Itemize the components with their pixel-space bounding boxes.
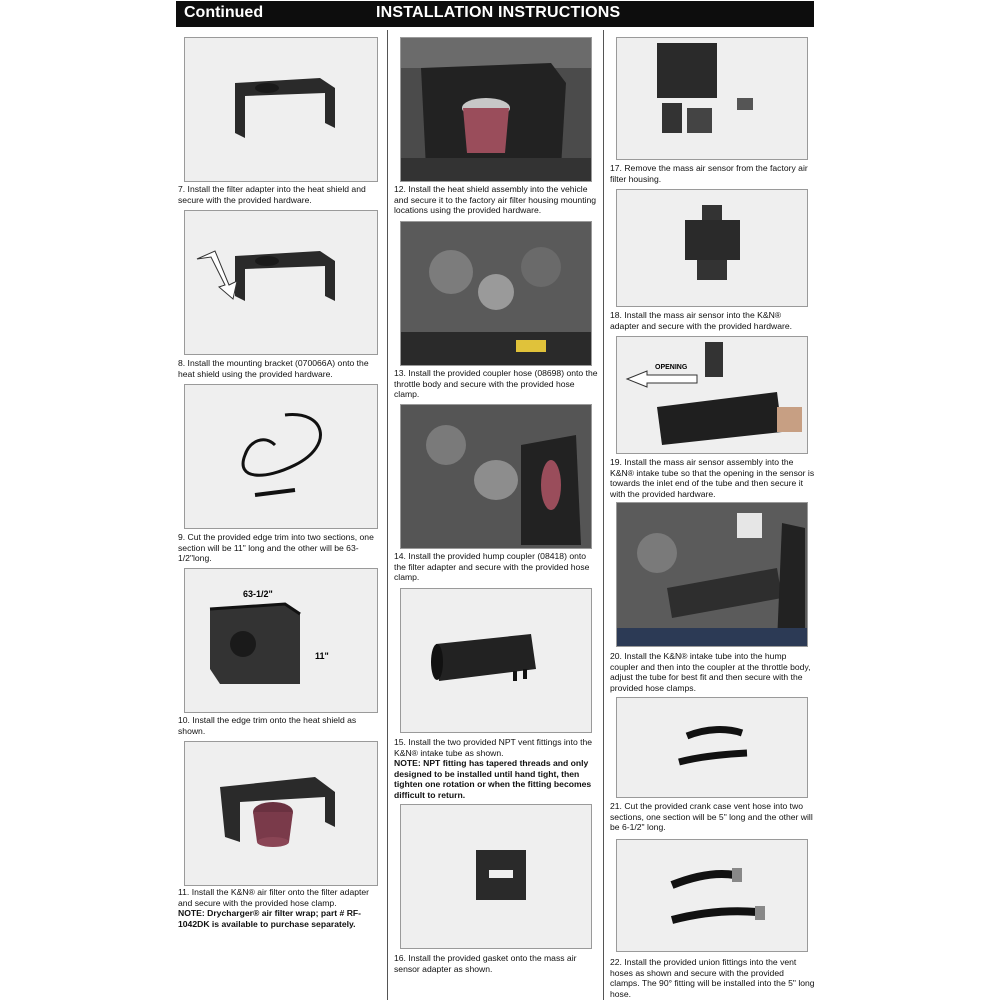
step-17-photo: [616, 37, 808, 160]
bracket-image: [185, 211, 377, 354]
step-15-text: 15. Install the two provided NPT vent fittings into the K&N® intake tube as shown.: [394, 737, 593, 758]
header-bar: [176, 1, 814, 27]
vent-hose-cut-image: [617, 698, 807, 797]
column-divider-1: [387, 30, 388, 1000]
step-22-caption: 22. Install the provided union fittings into the vent hoses as shown and secure with the provided clamps. The 90° fitting will be installed into the 5" long hose.: [610, 957, 815, 999]
step-19-photo: [616, 336, 808, 454]
gasket-image: [401, 805, 591, 948]
sensor-tube-assembly-image: [617, 337, 807, 453]
hump-coupler-image: [401, 405, 591, 548]
step-10-photo: [184, 568, 378, 713]
step-11-caption: [178, 887, 383, 929]
opening-label: OPENING: [655, 364, 688, 371]
heat-shield-trim-image: [185, 569, 377, 712]
step-13-caption: 13. Install the provided coupler hose (08698) onto the throttle body and secure with the provided hose clamp.: [394, 368, 598, 400]
step-17-caption: 17. Remove the mass air sensor from the factory air filter housing.: [610, 163, 808, 184]
step-11-photo: [184, 741, 378, 886]
step-7-photo: [184, 37, 378, 182]
intake-installed-image: [617, 503, 807, 646]
step-13-photo: [400, 221, 592, 366]
trim-short-label: 11": [315, 651, 329, 661]
air-filter-image: [185, 742, 377, 885]
step-9-caption: 9. Cut the provided edge trim into two sections, one section will be 11" long and the other will be 63-1/2"long.: [178, 532, 374, 564]
edge-trim-image: [185, 385, 377, 528]
heat-shield-image: [185, 38, 377, 181]
vent-hose-fittings-image: [617, 840, 807, 951]
step-11-text: 11. Install the K&N® air filter onto the filter adapter and secure with the provided hose clamp.: [178, 887, 370, 908]
continued-label: Continued: [184, 4, 264, 21]
step-18-photo: [616, 189, 808, 307]
step-21-caption: 21. Cut the provided crank case vent hose into two sections, one section will be 5" long and the other will be 6-1/2" long.: [610, 801, 813, 833]
throttle-body-image: [401, 222, 591, 365]
step-8-photo: [184, 210, 378, 355]
page-title: INSTALLATION INSTRUCTIONS: [376, 4, 621, 21]
step-15-note: NOTE: NPT fitting has tapered threads and only designed to be installed until hand tight, then tighten one rotation or when the fitting becomes difficult to return.: [394, 758, 592, 800]
step-9-photo: [184, 384, 378, 529]
step-12-caption: 12. Install the heat shield assembly into the vehicle and secure it to the factory air filter housing mounting locations using the provided hardware.: [394, 184, 597, 216]
engine-bay-shield-image: [401, 38, 591, 181]
step-15-caption: [394, 737, 599, 801]
step-16-caption: 16. Install the provided gasket onto the mass air sensor adapter as shown.: [394, 953, 577, 974]
step-8-caption: 8. Install the mounting bracket (070066A) onto the heat shield using the provided hardware.: [178, 358, 369, 379]
sensor-adapter-image: [617, 190, 807, 306]
column-divider-2: [603, 30, 604, 1000]
step-21-photo: [616, 697, 808, 798]
intake-tube-image: [401, 589, 591, 732]
step-20-caption: 20. Install the K&N® intake tube into the hump coupler and then into the coupler at the throttle body, adjust the tube for best fit and then secure with the provided hose clamps.: [610, 651, 811, 693]
step-7-caption: 7. Install the filter adapter into the heat shield and secure with the provided hardware.: [178, 184, 366, 205]
step-14-photo: [400, 404, 592, 549]
step-20-photo: [616, 502, 808, 647]
step-19-caption: 19. Install the mass air sensor assembly into the K&N® intake tube so that the opening in the sensor is towards the inlet end of the tube and then secure it with the provided hardware.: [610, 457, 815, 499]
step-22-photo: [616, 839, 808, 952]
step-14-caption: 14. Install the provided hump coupler (08418) onto the filter adapter and secure with the provided hose clamp.: [394, 551, 590, 583]
mass-air-sensor-removal-image: [617, 38, 807, 159]
step-12-photo: [400, 37, 592, 182]
step-15-photo: [400, 588, 592, 733]
step-18-caption: 18. Install the mass air sensor into the K&N® adapter and secure with the provided hardware.: [610, 310, 793, 331]
step-11-note: NOTE: Drycharger® air filter wrap; part # RF-1042DK is available to purchase separately.: [178, 908, 362, 929]
trim-long-label: 63-1/2": [243, 589, 273, 599]
step-16-photo: [400, 804, 592, 949]
step-10-caption: 10. Install the edge trim onto the heat shield as shown.: [178, 715, 357, 736]
